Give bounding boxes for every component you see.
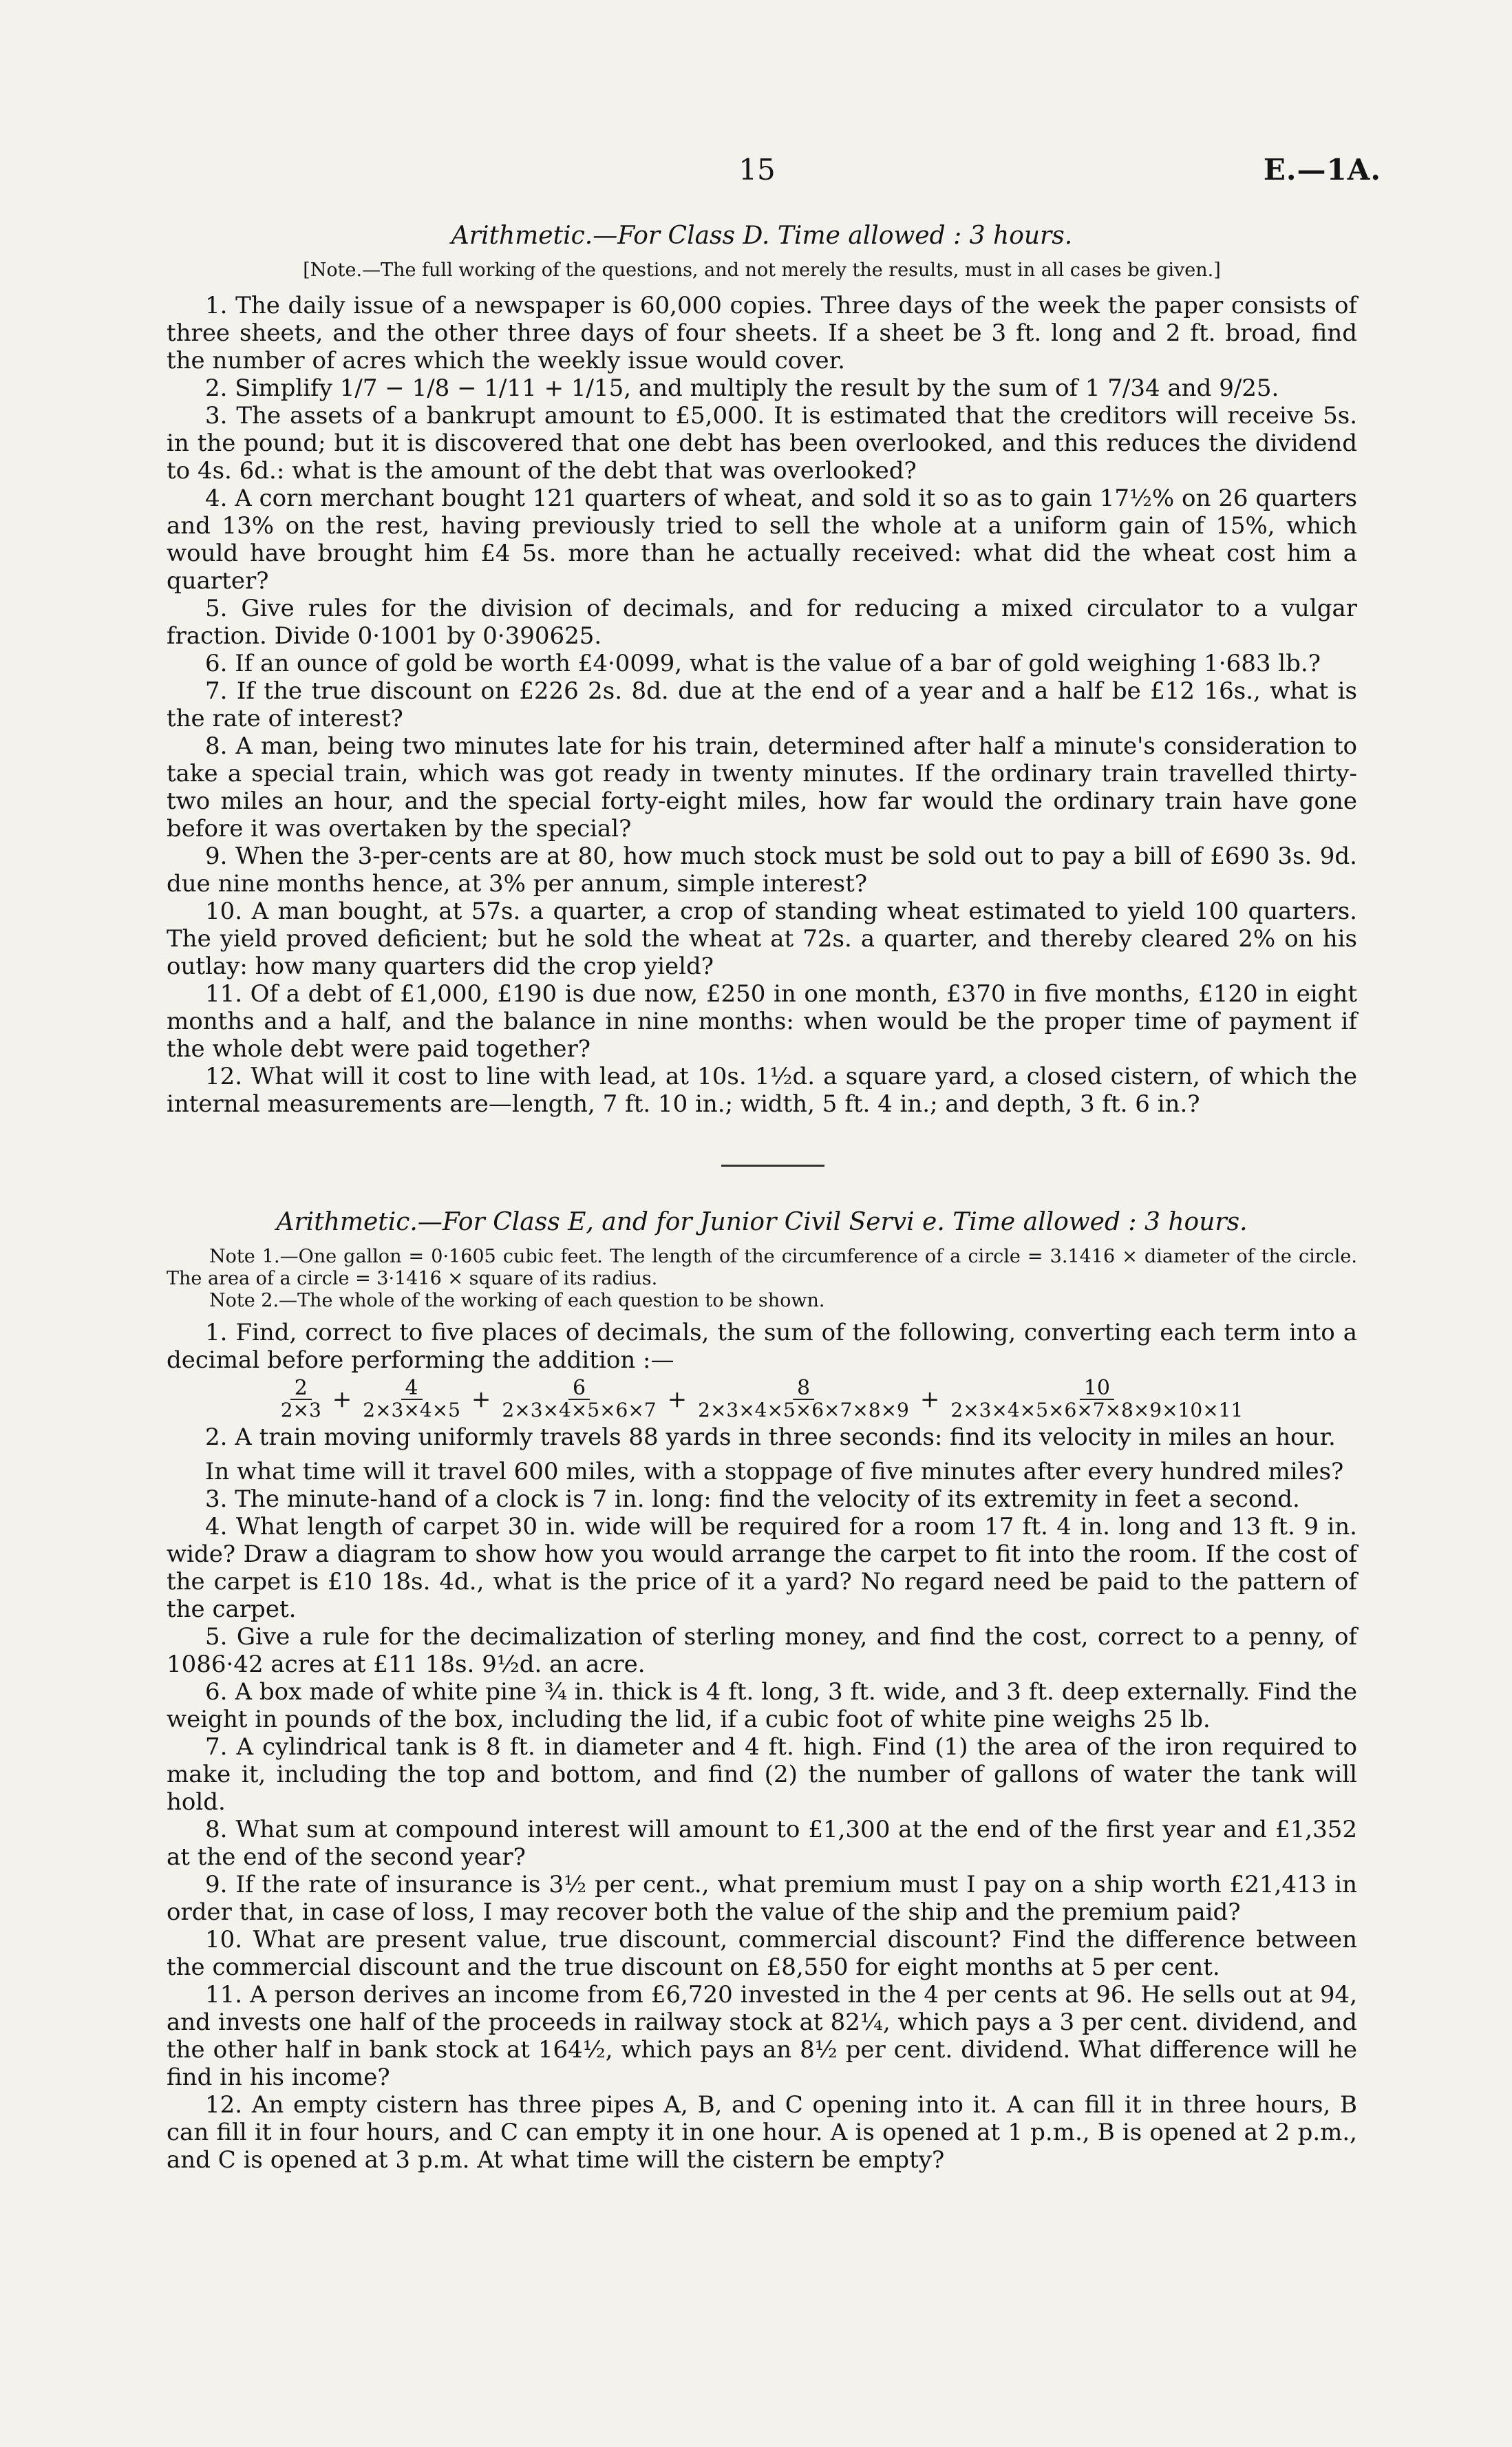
- question: 11. Of a debt of £1,000, £190 is due now, £250 in one month, £370 in five months, £120 in eight months and a half, and the balance in nine months: when would be the proper time of payment if the whole debt were paid together?: [167, 980, 1357, 1063]
- question-continuation: In what time will it travel 600 miles, with a stoppage of five minutes after every hundred miles?: [205, 1458, 1344, 1485]
- question: 2. Simplify 1/7 − 1/8 − 1/11 + 1/15, and multiply the result by the sum of 1 7/34 and 9/25.: [205, 374, 1279, 402]
- section-class-d: [167, 222, 1357, 1118]
- section-note: [Note.—The full working of the questions, and not merely the results, must in all cases be given.]: [303, 259, 1221, 281]
- plus-sign: +: [667, 1386, 688, 1413]
- question: 4. A corn merchant bought 121 quarters of wheat, and sold it so as to gain 17½% on 26 quarters and 13% on the rest, having previously tried to sell the whole at a uniform gain of 15%, which would have brought him £4 5s. more than he actually received: what did the wheat cost him a quarter?: [167, 485, 1357, 595]
- question: 6. If an ounce of gold be worth £4·0099, what is the value of a bar of gold weighing 1·683 lb.?: [205, 650, 1321, 677]
- numerator: 6: [568, 1378, 590, 1400]
- fraction: [694, 1378, 913, 1421]
- fraction: [277, 1378, 326, 1421]
- fraction-sum: [167, 1378, 1357, 1421]
- fraction: [359, 1378, 465, 1421]
- question: 1. Find, correct to five places of decimals, the sum of the following, converting each term into a decimal before performing the addition :—: [167, 1319, 1357, 1374]
- section-title: Arithmetic.—For Class E, and for Junior Civil Servi e. Time allowed : 3 hours.: [276, 1208, 1248, 1236]
- plus-sign: +: [332, 1386, 352, 1413]
- page-number: 15: [738, 153, 776, 187]
- question: 8. A man, being two minutes late for his train, determined after half a minute's consideration to take a special train, which was got ready in twenty minutes. If the ordinary train travelled thirty-two miles an hour, and the special forty-eight miles, how far would the ordinary train have gone before it was overtaken by the special?: [167, 732, 1357, 843]
- note-1: Note 1.—One gallon = 0·1605 cubic feet. The length of the circumference of a circle = 3.1416 × diameter of the circle. The area of a circle = 3·1416 × square of its radius.: [167, 1246, 1357, 1289]
- denominator: 2×3: [280, 1399, 321, 1421]
- section-title: Arithmetic.—For Class D. Time allowed : 3 hours.: [451, 222, 1073, 250]
- question: 2. A train moving uniformly travels 88 yards in three seconds: find its velocity in miles an hour.: [205, 1423, 1336, 1451]
- question: 1. The daily issue of a newspaper is 60,000 copies. Three days of the week the paper consists of three sheets, and the other three days of four sheets. If a sheet be 3 ft. long and 2 ft. broad, find the number of acres which the weekly issue would cover.: [167, 292, 1357, 374]
- question: 12. An empty cistern has three pipes A, B, and C opening into it. A can fill it in three hours, B can fill it in four hours, and C can empty it in one hour. A is opened at 1 p.m., B is opened at 2 p.m., and C is opened at 3 p.m. At what time will the cistern be empty?: [167, 2091, 1357, 2174]
- numerator: 10: [1080, 1378, 1114, 1400]
- numerator: 4: [401, 1378, 423, 1400]
- numerator: 8: [793, 1378, 814, 1400]
- question: 3. The minute-hand of a clock is 7 in. long: find the velocity of its extremity in feet a second.: [205, 1485, 1300, 1513]
- question: 9. When the 3-per-cents are at 80, how much stock must be sold out to pay a bill of £690 3s. 9d. due nine months hence, at 3% per annum, simple interest?: [167, 843, 1357, 898]
- section-class-e: [167, 1208, 1357, 2174]
- question: 11. A person derives an income from £6,720 invested in the 4 per cents at 96. He sells out at 94, and invests one half of the proceeds in railway stock at 82¼, which pays a 3 per cent. dividend, and the other half in bank stock at 164½, which pays an 8½ per cent. dividend. What difference will he find in his income?: [167, 1981, 1357, 2091]
- note-2: Note 2.—The whole of the working of each question to be shown.: [209, 1290, 825, 1311]
- question: 10. What are present value, true discount, commercial discount? Find the difference between the commercial discount and the true discount on £8,550 for eight months at 5 per cent.: [167, 1926, 1357, 1981]
- question: 8. What sum at compound interest will amount to £1,300 at the end of the first year and £1,352 at the end of the second year?: [167, 1816, 1357, 1871]
- question: 5. Give rules for the division of decimals, and for reducing a mixed circulator to a vulgar fraction. Divide 0·1001 by 0·390625.: [167, 595, 1357, 650]
- denominator: 2×3×4×5: [363, 1399, 460, 1421]
- plus-sign: +: [471, 1386, 491, 1413]
- numerator: 2: [290, 1378, 312, 1400]
- denominator: 2×3×4×5×6×7×8×9×10×11: [950, 1399, 1244, 1421]
- fraction: [498, 1378, 660, 1421]
- question: 7. If the true discount on £226 2s. 8d. due at the end of a year and a half be £12 16s., what is the rate of interest?: [167, 677, 1357, 732]
- question: 4. What length of carpet 30 in. wide will be required for a room 17 ft. 4 in. long and 13 ft. 9 in. wide? Draw a diagram to show how you would arrange the carpet to fit into the room. If the cost of the carpet is £10 18s. 4d., what is the price of it a yard? No regard need be paid to the pattern of the carpet.: [167, 1513, 1357, 1623]
- question: 7. A cylindrical tank is 8 ft. in diameter and 4 ft. high. Find (1) the area of the iron required to make it, including the top and bottom, and find (2) the number of gallons of water the tank will hold.: [167, 1733, 1357, 1816]
- fraction: [946, 1378, 1247, 1421]
- plus-sign: +: [919, 1386, 940, 1413]
- question: 12. What will it cost to line with lead, at 10s. 1½d. a square yard, a closed cistern, of which the internal measurements are—length, 7 ft. 10 in.; width, 5 ft. 4 in.; and depth, 3 ft. 6 in.?: [167, 1063, 1357, 1118]
- section-divider: [721, 1165, 824, 1167]
- question: 6. A box made of white pine ¾ in. thick is 4 ft. long, 3 ft. wide, and 3 ft. deep externally. Find the weight in pounds of the box, including the lid, if a cubic foot of white pine weighs 25 lb.: [167, 1678, 1357, 1733]
- denominator: 2×3×4×5×6×7×8×9: [698, 1399, 909, 1421]
- question: 10. A man bought, at 57s. a quarter, a crop of standing wheat estimated to yield 100 quarters. The yield proved deficient; but he sold the wheat at 72s. a quarter, and thereby cleared 2% on his outlay: how many quarters did the crop yield?: [167, 898, 1357, 980]
- document-code: E.—1A.: [1263, 153, 1381, 187]
- question: 5. Give a rule for the decimalization of sterling money, and find the cost, correct to a penny, of 1086·42 acres at £11 18s. 9½d. an acre.: [167, 1623, 1357, 1678]
- question: 3. The assets of a bankrupt amount to £5,000. It is estimated that the creditors will receive 5s. in the pound; but it is discovered that one debt has been overlooked, and this reduces the dividend to 4s. 6d.: what is the amount of the debt that was overlooked?: [167, 402, 1357, 485]
- question: 9. If the rate of insurance is 3½ per cent., what premium must I pay on a ship worth £21,413 in order that, in case of loss, I may recover both the value of the ship and the premium paid?: [167, 1871, 1357, 1926]
- denominator: 2×3×4×5×6×7: [502, 1399, 657, 1421]
